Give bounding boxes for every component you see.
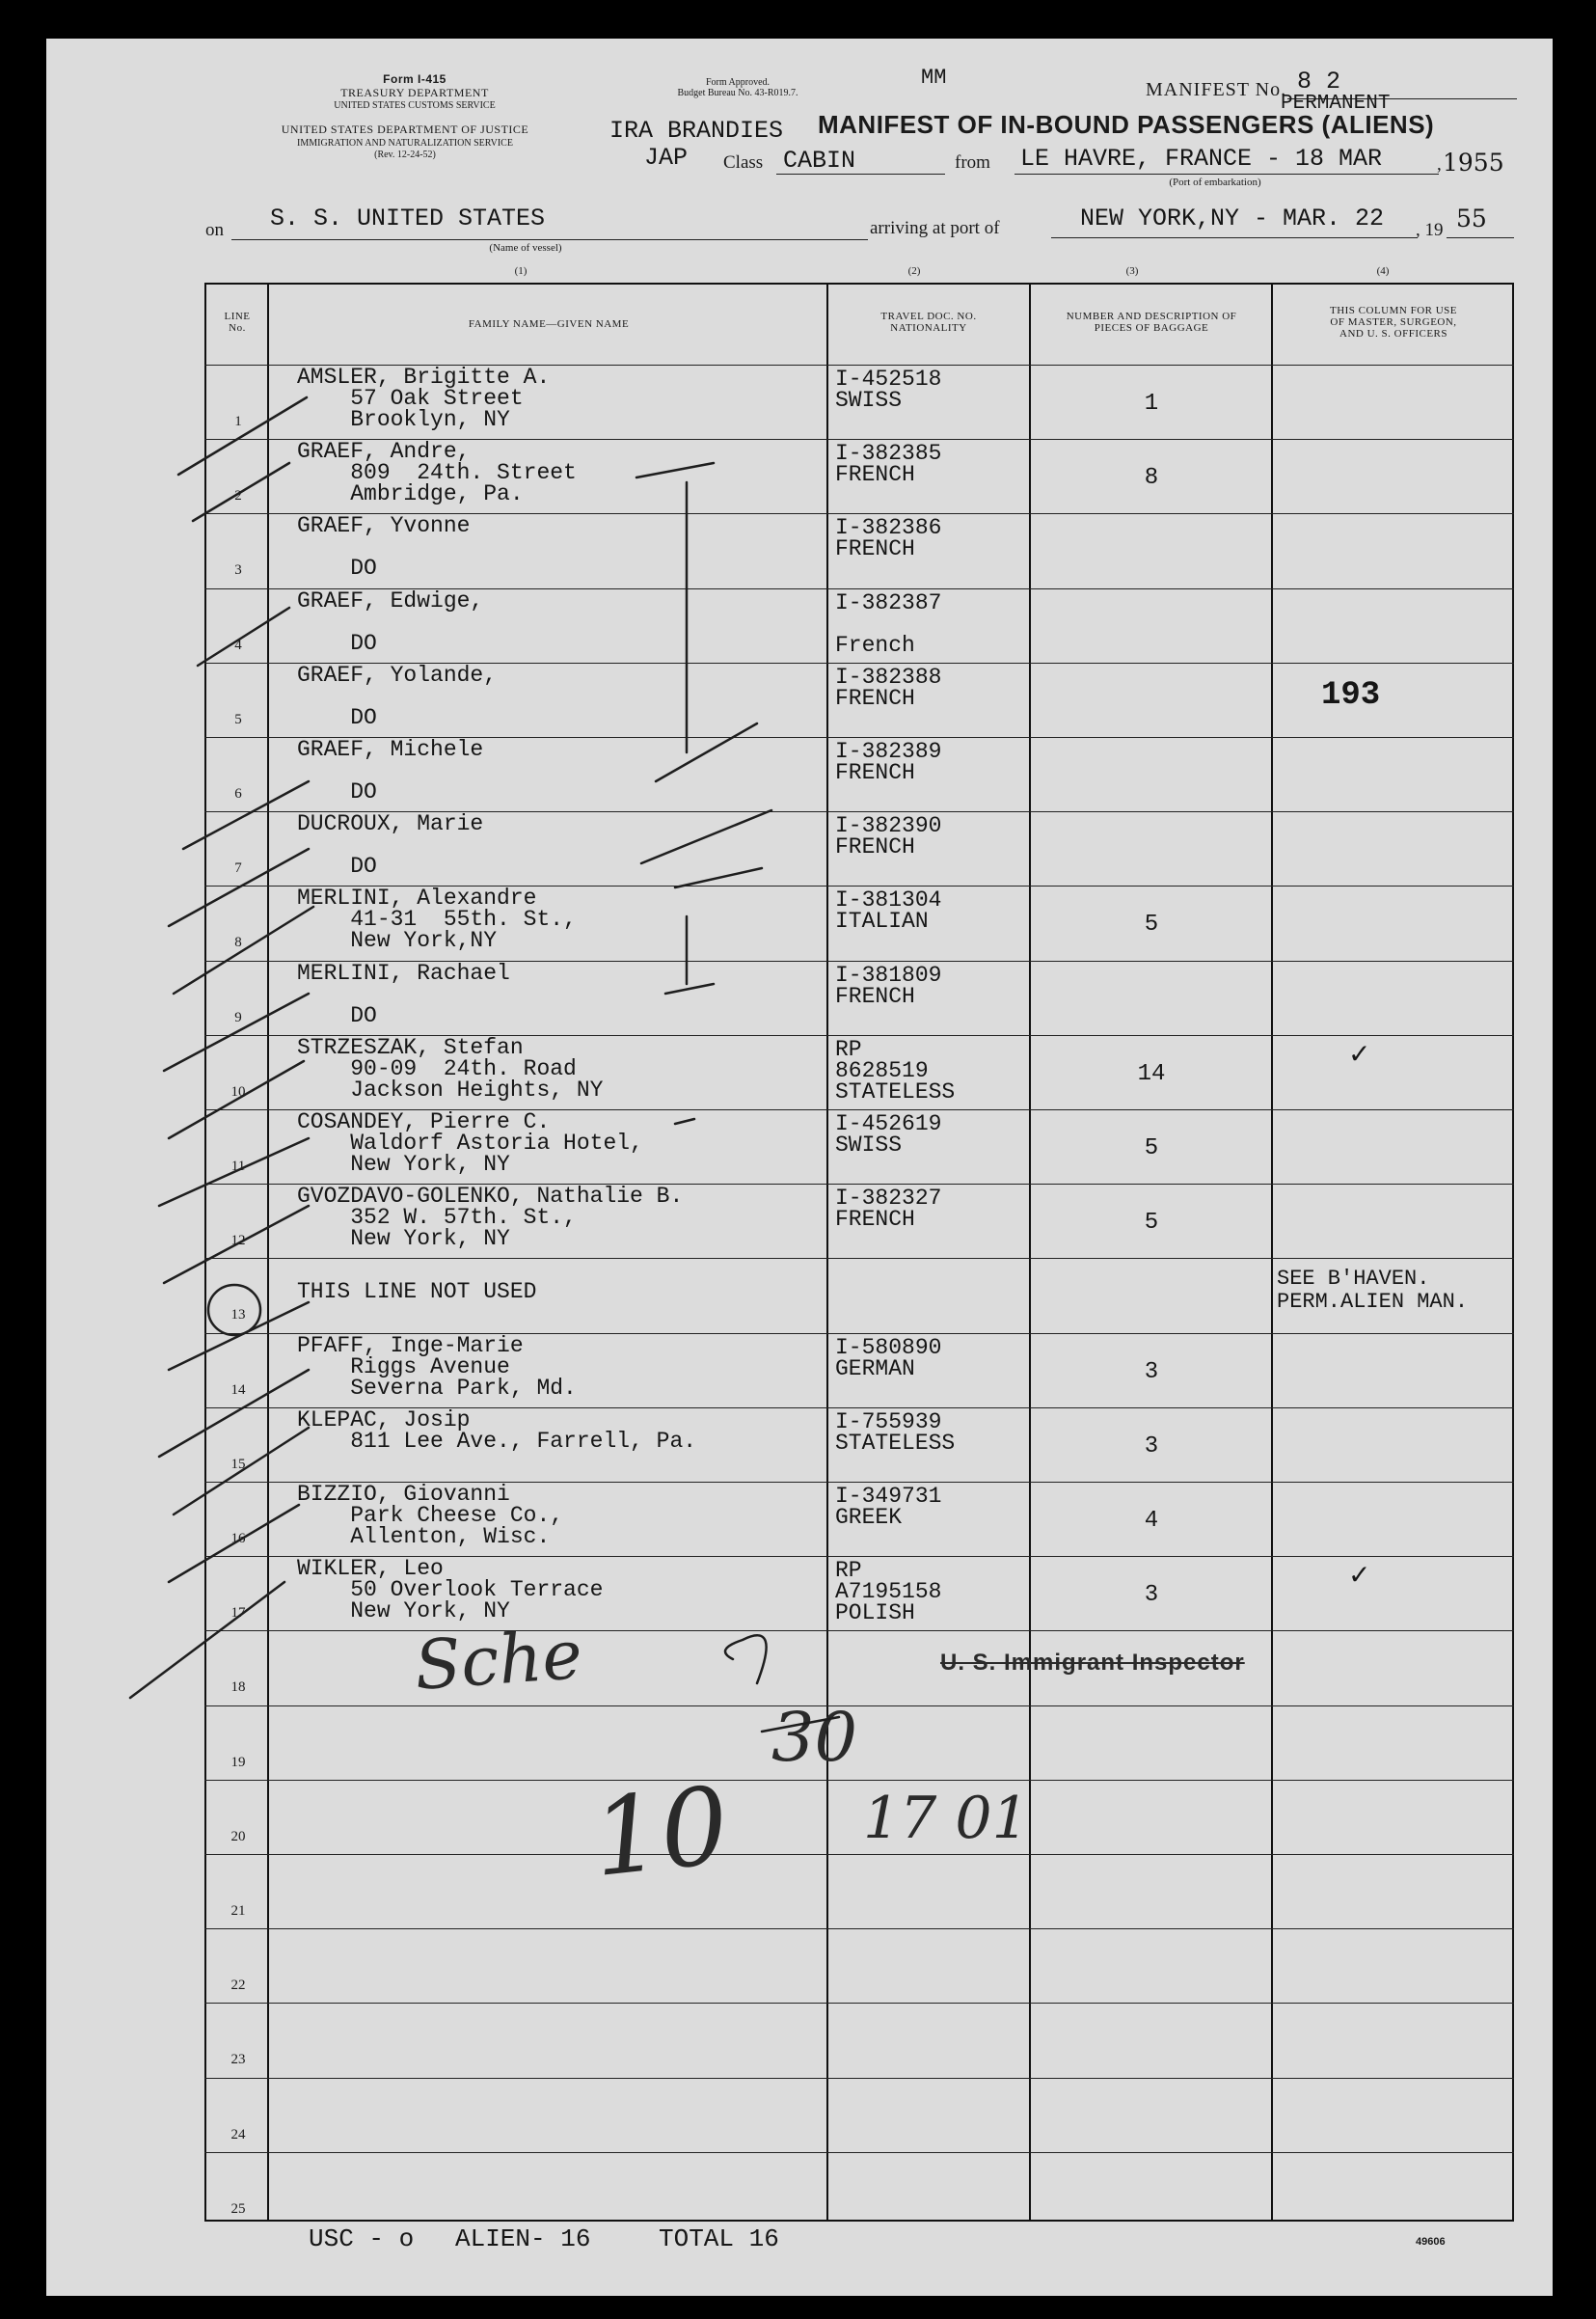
travel-doc-nationality: I-381304 ITALIAN (835, 887, 942, 934)
manifest-number: 8 2 (1297, 68, 1341, 95)
tally-note-c: 17 01 (863, 1785, 1029, 1852)
col-header-name: FAMILY NAME—GIVEN NAME (468, 318, 630, 330)
passenger-name: GRAEF, Yvonne DO (297, 513, 471, 581)
travel-doc-nationality: I-382388 FRENCH (835, 665, 942, 711)
travel-doc-nationality: RP A7195158 POLISH (835, 1558, 942, 1625)
line-number: 3 (234, 562, 242, 579)
passenger-name: GRAEF, Andre, 809 24th. Street Ambridge, Pa. (297, 439, 577, 506)
travel-doc-nationality: I-580890 GERMAN (835, 1335, 942, 1381)
baggage-count: 14 (1137, 1061, 1166, 1088)
col-num-4: (4) (1376, 265, 1390, 277)
line-number: 15 (230, 1457, 246, 1473)
passenger-name: DUCROUX, Marie DO (297, 811, 484, 879)
officer-notes: ✓ (1348, 1559, 1371, 1591)
passenger-name: MERLINI, Alexandre 41-31 55th. St., New York,NY (297, 886, 577, 953)
line-number: 17 (230, 1605, 246, 1622)
travel-doc-nationality: I-382389 FRENCH (835, 739, 942, 785)
travel-doc-nationality: I-382327 FRENCH (835, 1186, 942, 1232)
year2: 55 (1456, 205, 1487, 232)
arriving-value: NEW YORK,NY - MAR. 22 (1080, 205, 1385, 232)
travel-doc-nationality: I-452518 SWISS (835, 367, 942, 413)
class-value: CABIN (783, 147, 856, 175)
line-number: 14 (230, 1382, 246, 1399)
year2-prefix: , 19 (1416, 220, 1444, 240)
budget-bureau: Budget Bureau No. 43-R019.7. (677, 88, 798, 98)
passenger-name: WIKLER, Leo 50 Overlook Terrace New York, NY (297, 1556, 604, 1623)
tally-note-b: 10 (586, 1763, 735, 1900)
passenger-name: PFAFF, Inge-Marie Riggs Avenue Severna Park, Md. (297, 1333, 577, 1401)
travel-doc-nationality: I-381809 FRENCH (835, 963, 942, 1009)
passenger-name: GRAEF, Yolande, DO (297, 663, 498, 730)
year1: 1955 (1443, 149, 1504, 177)
col-header-line-no: LINE No. (224, 311, 251, 334)
travel-doc-nationality: RP 8628519 STATELESS (835, 1037, 956, 1105)
travel-doc-nationality: I-382386 FRENCH (835, 515, 942, 561)
footer-usc: USC - o (309, 2224, 415, 2253)
baggage-count: 3 (1144, 1359, 1159, 1386)
passenger-name: BIZZIO, Giovanni Park Cheese Co., Allenton, Wisc. (297, 1482, 564, 1549)
col-header-travel-doc: TRAVEL DOC. NO. NATIONALITY (880, 311, 977, 334)
port-caption: (Port of embarkation) (1169, 177, 1261, 188)
line-number: 5 (234, 712, 242, 728)
baggage-count: 5 (1144, 1210, 1159, 1237)
line-number: 4 (234, 638, 242, 654)
baggage-count: 4 (1144, 1508, 1159, 1535)
line-number: 11 (230, 1159, 246, 1175)
footer-total: TOTAL 16 (659, 2224, 779, 2253)
on-label: on (205, 220, 224, 240)
line-number: 19 (230, 1755, 246, 1771)
line-number: 16 (230, 1531, 246, 1547)
footer-alien-count: ALIEN- 16 (455, 2224, 591, 2253)
from-value: LE HAVRE, FRANCE - 18 MAR (1020, 145, 1383, 173)
officer-notes: ✓ (1348, 1038, 1371, 1070)
passenger-name: AMSLER, Brigitte A. 57 Oak Street Brooklyn, NY (297, 365, 551, 432)
passenger-name: COSANDEY, Pierre C. Waldorf Astoria Hotel, New York, NY (297, 1109, 643, 1177)
jap-mark: JAP (644, 144, 689, 172)
line-number: 22 (230, 1978, 246, 1994)
line-number: 23 (230, 2052, 246, 2068)
arriving-label: arriving at port of (870, 218, 1000, 238)
travel-doc-nationality: I-452619 SWISS (835, 1111, 942, 1158)
passenger-name: THIS LINE NOT USED (297, 1279, 537, 1304)
class-label: Class (723, 152, 764, 173)
form-approved: Form Approved. (705, 77, 771, 88)
travel-doc-nationality: I-382387 French (835, 590, 942, 658)
line-number: 9 (234, 1010, 242, 1026)
col-num-3: (3) (1125, 265, 1139, 277)
line-number: 21 (230, 1903, 246, 1920)
revision-date: (Rev. 12-24-52) (374, 150, 436, 160)
line-number: 10 (230, 1084, 246, 1101)
travel-doc-nationality: I-349731 GREEK (835, 1484, 942, 1530)
officer-notes: 193 (1321, 677, 1381, 714)
line-number: 6 (234, 786, 242, 803)
ins-service: IMMIGRATION AND NATURALIZATION SERVICE (297, 138, 513, 149)
line-number: 20 (230, 1829, 246, 1845)
form-code: 49606 (1416, 2236, 1446, 2248)
vessel-name: S. S. UNITED STATES (270, 205, 546, 232)
ira-brandies: IRA BRANDIES (609, 117, 784, 145)
form-number: Form I-415 (383, 72, 446, 86)
passenger-name: GVOZDAVO-GOLENKO, Nathalie B. 352 W. 57th. St., New York, NY (297, 1184, 684, 1251)
inspector-stamp: U. S. Immigrant Inspector (940, 1650, 1245, 1676)
baggage-count: 5 (1144, 1135, 1159, 1162)
manifest-label: MANIFEST No. (1146, 79, 1287, 100)
baggage-count: 1 (1144, 391, 1159, 418)
travel-doc-nationality: I-382385 FRENCH (835, 441, 942, 487)
mm-mark: MM (921, 66, 947, 90)
inspector-signature: Sche (412, 1615, 585, 1705)
line-number: 13 (230, 1307, 246, 1323)
treasury-dept: TREASURY DEPARTMENT (340, 86, 489, 99)
baggage-count: 5 (1144, 912, 1159, 939)
col-num-1: (1) (514, 265, 527, 277)
manifest-title: MANIFEST OF IN-BOUND PASSENGERS (ALIENS) (818, 110, 1435, 139)
passenger-name: MERLINI, Rachael DO (297, 961, 510, 1028)
line-number: 25 (230, 2201, 246, 2218)
line-number: 2 (234, 488, 242, 505)
vessel-caption: (Name of vessel) (489, 242, 562, 254)
tally-note-a: 30 (771, 1698, 858, 1777)
line-number: 12 (230, 1233, 246, 1249)
passenger-name: GRAEF, Michele DO (297, 737, 484, 805)
line-number: 24 (230, 2127, 246, 2143)
line-number: 18 (230, 1679, 246, 1696)
col-header-baggage: NUMBER AND DESCRIPTION OF PIECES OF BAGGAGE (1066, 311, 1237, 334)
justice-dept: UNITED STATES DEPARTMENT OF JUSTICE (281, 123, 529, 136)
travel-doc-nationality: I-382390 FRENCH (835, 813, 942, 859)
permanent-stamp: PERMANENT (1281, 93, 1391, 115)
baggage-count: 8 (1144, 465, 1159, 492)
year1-prefix: , (1437, 154, 1442, 175)
passenger-name: STRZESZAK, Stefan 90-09 24th. Road Jackson Heights, NY (297, 1035, 604, 1103)
col-num-2: (2) (907, 265, 921, 277)
passenger-name: KLEPAC, Josip 811 Lee Ave., Farrell, Pa. (297, 1407, 697, 1454)
line-number: 7 (234, 860, 242, 877)
passenger-name: GRAEF, Edwige, DO (297, 588, 484, 656)
col-header-officers: THIS COLUMN FOR USE OF MASTER, SURGEON, AND U. S. OFFICERS (1329, 305, 1458, 340)
baggage-count: 3 (1144, 1433, 1159, 1460)
baggage-count: 3 (1144, 1582, 1159, 1609)
line-number: 1 (234, 414, 242, 430)
travel-doc-nationality: I-755939 STATELESS (835, 1409, 956, 1456)
from-label: from (955, 152, 990, 173)
line-number: 8 (234, 935, 242, 951)
customs-service: UNITED STATES CUSTOMS SERVICE (334, 100, 496, 111)
officer-notes: SEE B'HAVEN. PERM.ALIEN MAN. (1277, 1267, 1469, 1314)
